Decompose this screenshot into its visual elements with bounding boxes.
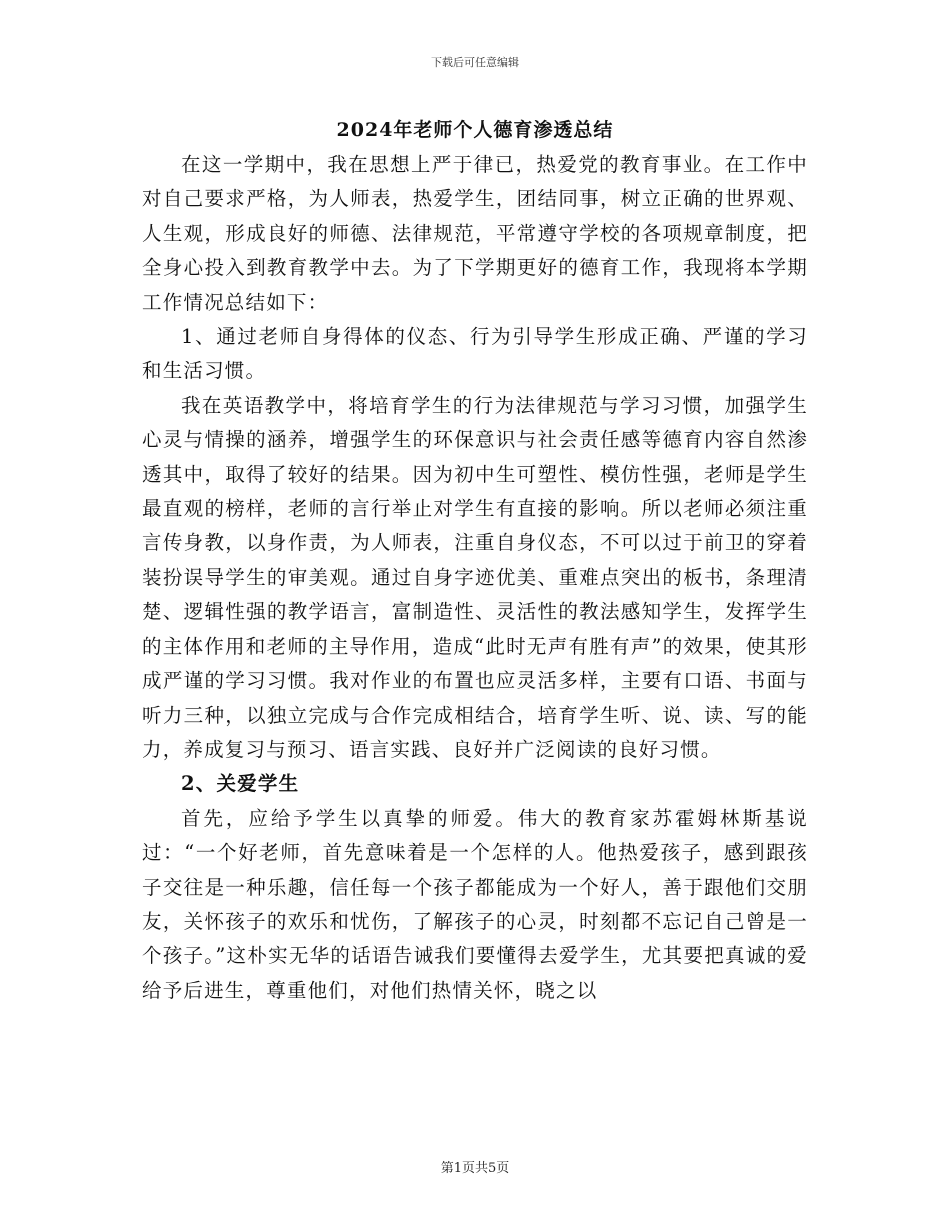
paragraph-section-2-body: 首先，应给予学生以真挚的师爱。伟大的教育家苏霍姆林斯基说过：“一个好老师，首先意味着是一个怎样的人。他热爱孩子，感到跟孩子交往是一种乐趣，信任每一个孩子都能成为一个好人，善于跟他们交朋友，关怀孩子的欢乐和忧伤，了解孩子的心灵，时刻都不忘记自己曾是一个孩子。”这朴实无华的话语告诫我们要懂得去爱学生，尤其要把真诚的爱给予后进生，尊重他们，对他们热情关怀，晓之以 (142, 806, 808, 1002)
paragraph-section-1-body: 我在英语教学中，将培育学生的行为法律规范与学习习惯，加强学生心灵与情操的涵养，增强学生的环保意识与社会责任感等德育内容自然渗透其中，取得了较好的结果。因为初中生可塑性、模仿性强，老师是学生最直观的榜样，老师的言行举止对学生有直接的影响。所以老师必须注重言传身教，以身作责，为人师表，注重自身仪态，不可以过于前卫的穿着装扮误导学生的审美观。通过自身字迹优美、重难点突出的板书，条理清楚、逻辑性强的教学语言，富制造性、灵活性的教法感知学生，发挥学生的主体作用和老师的主导作用，造成“此时无声有胜有声”的效果，使其形成严谨的学习习惯。我对作业的布置也应灵活多样，主要有口语、书面与听力三种，以独立完成与合作完成相结合，培育学生听、说、读、写的能力，养成复习与预习、语言实践、良好并广泛阅读的良好习惯。 (142, 393, 808, 761)
paragraph-section-1-heading: 1、通过老师自身得体的仪态、行为引导学生形成正确、严谨的学习和生活习惯。 (142, 325, 808, 383)
section-2-heading: 2、关爱学生 (181, 772, 300, 796)
header-note: 下载后可任意编辑 (431, 56, 519, 69)
page-number-footer: 第1页共5页 (440, 1161, 510, 1176)
document-body (142, 148, 808, 1008)
paragraph-intro: 在这一学期中，我在思想上严于律已，热爱党的教育事业。在工作中对自己要求严格，为人师表，热爱学生，团结同事，树立正确的世界观、人生观，形成良好的师德、法律规范，平常遵守学校的各项规章制度，把全身心投入到教育教学中去。为了下学期更好的德育工作，我现将本学期工作情况总结如下： (142, 153, 808, 314)
document-title: 2024年老师个人德育渗透总结 (336, 119, 614, 141)
